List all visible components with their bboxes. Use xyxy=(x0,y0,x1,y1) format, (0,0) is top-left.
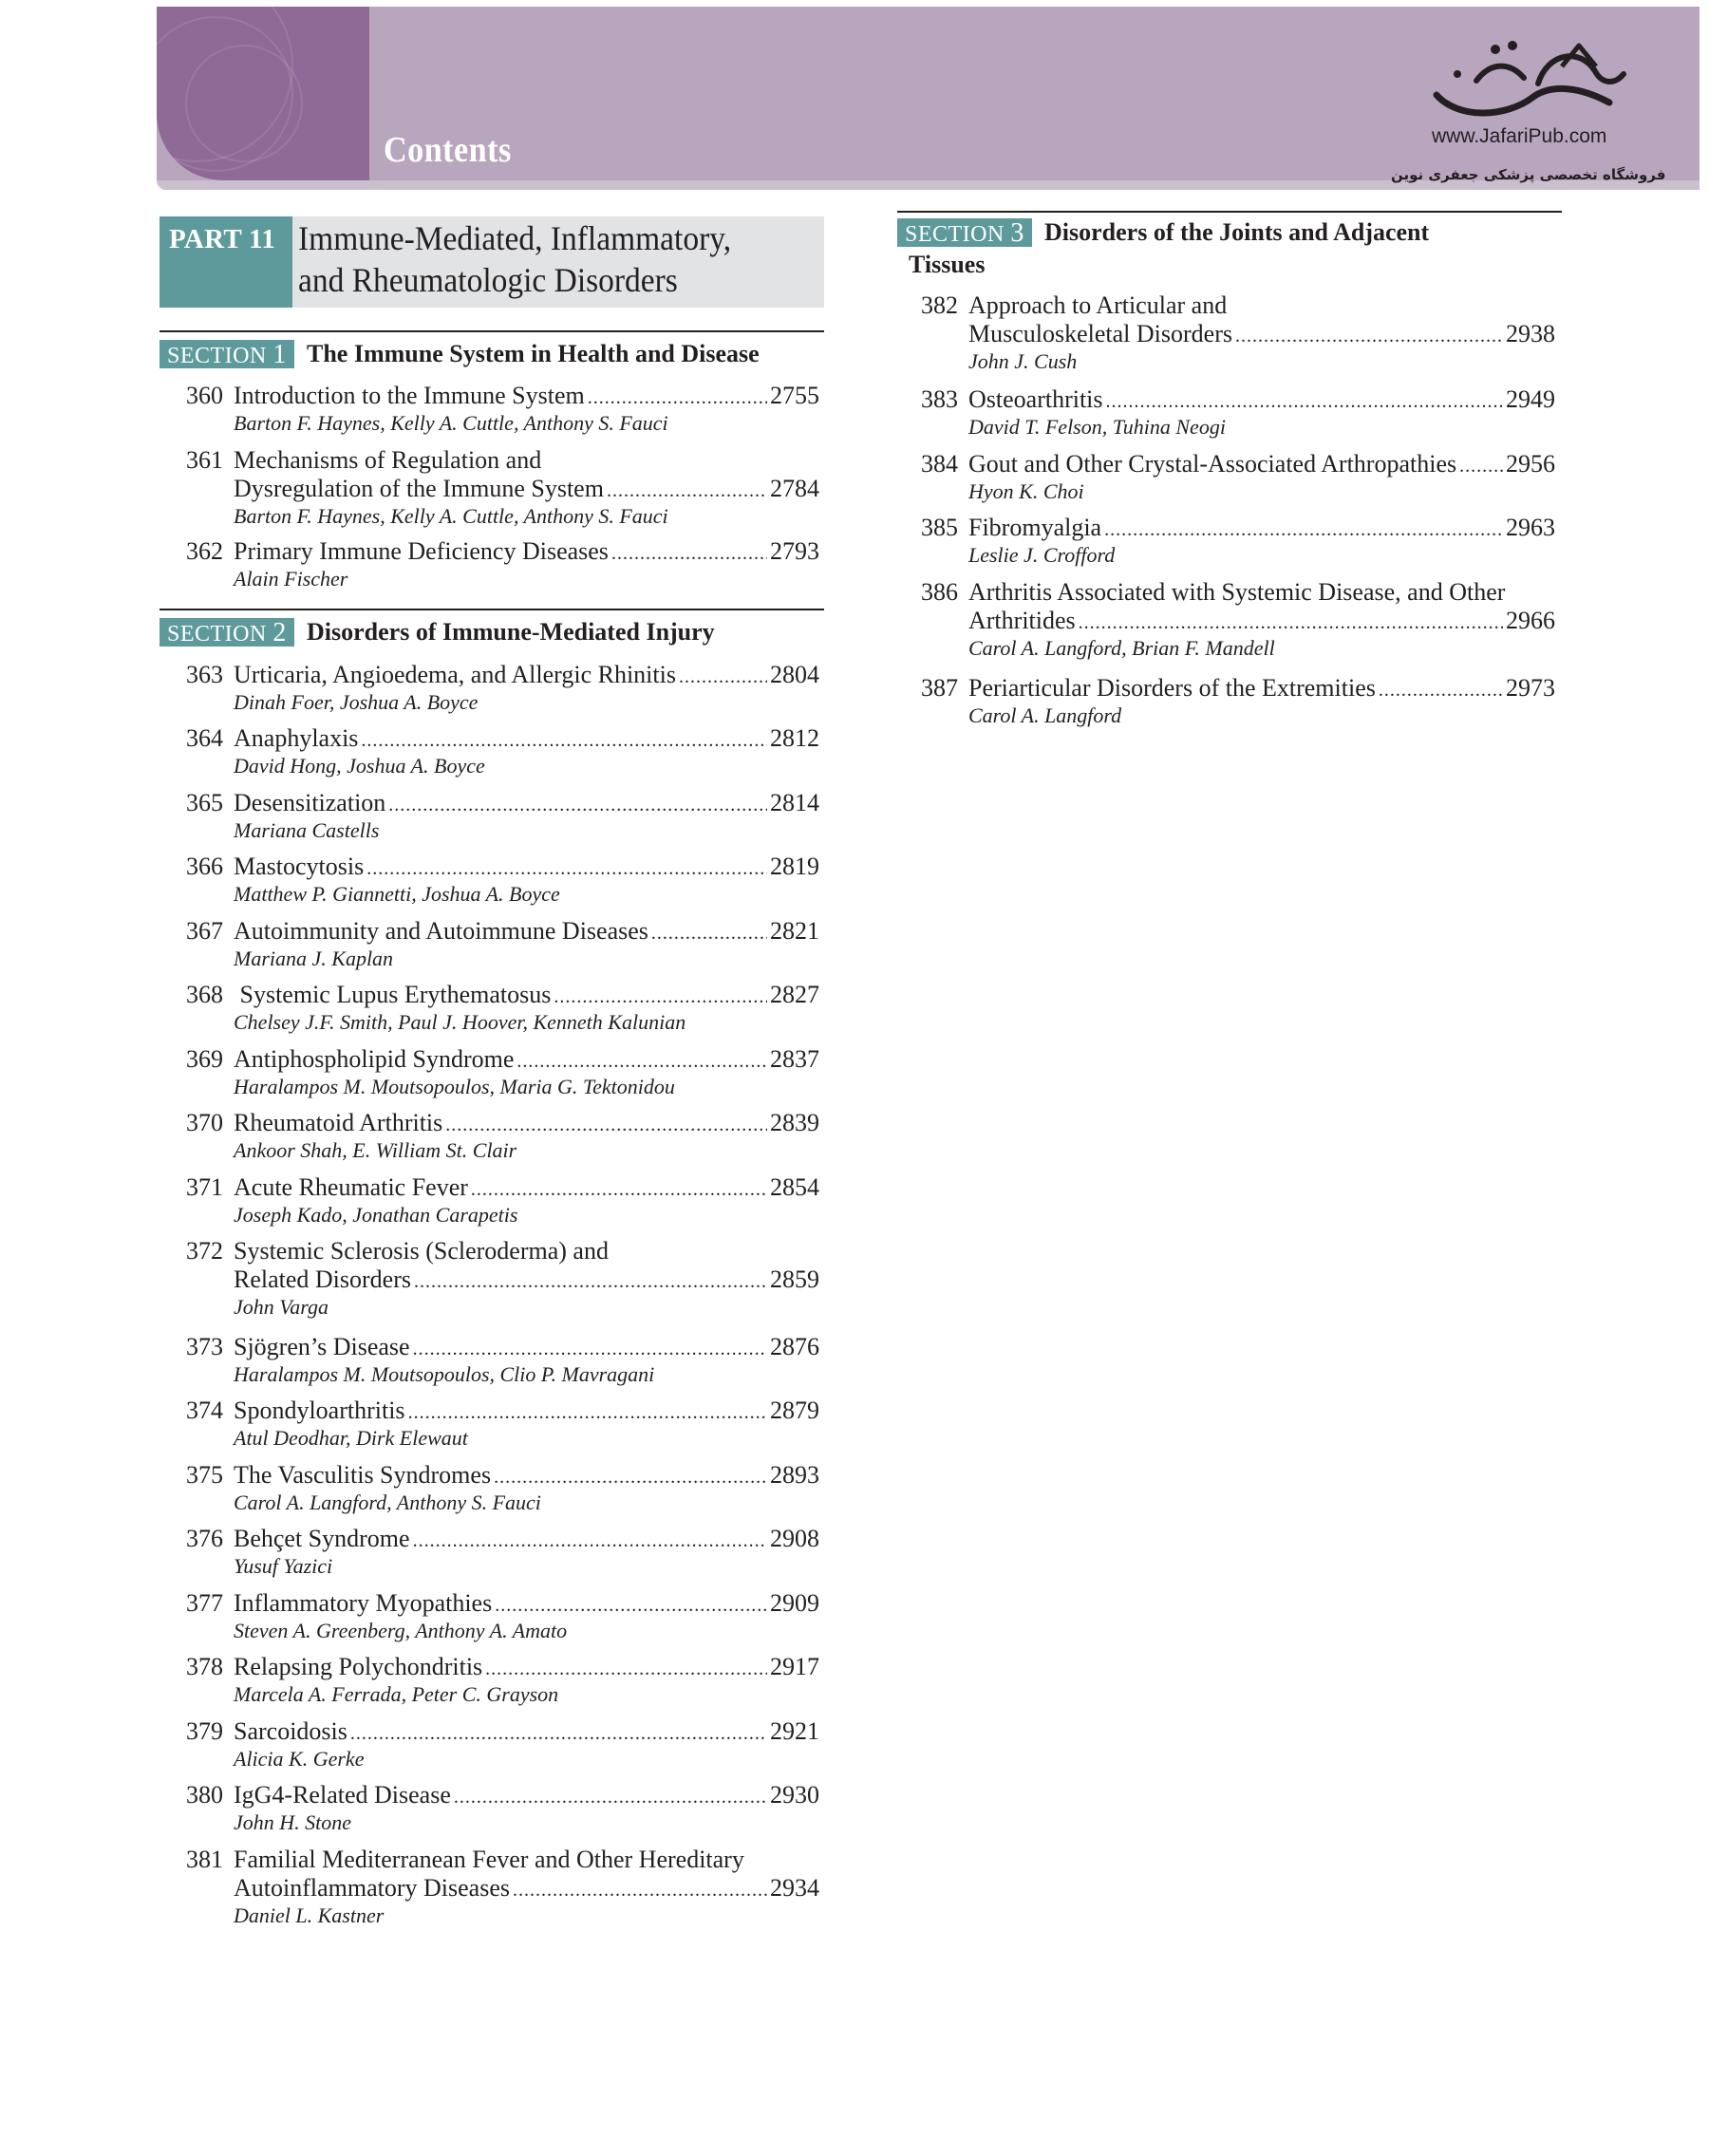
chapter-number: 375 xyxy=(186,1461,223,1489)
page-number: 2930 xyxy=(770,1781,819,1809)
page-number: 2949 xyxy=(1506,385,1555,413)
header-tab xyxy=(157,7,369,180)
chapter-title: Desensitization xyxy=(234,789,386,816)
page-number: 2908 xyxy=(770,1525,819,1552)
page-number: 2784 xyxy=(770,475,819,502)
chapter-title: Urticaria, Angioedema, and Allergic Rhinitis xyxy=(234,661,676,688)
dot-leader xyxy=(513,1874,767,1904)
publisher-url: www.JafariPub.com xyxy=(1432,125,1607,147)
chapter-authors: Carol A. Langford xyxy=(968,703,1122,727)
part-title: Immune-Mediated, Inflammatory, and Rheumatologic Disorders xyxy=(298,219,732,299)
dot-leader xyxy=(414,1265,767,1296)
dot-leader xyxy=(366,853,767,883)
page-number: 2893 xyxy=(770,1461,819,1489)
chapter-number: 382 xyxy=(921,291,958,319)
page-number: 2966 xyxy=(1506,607,1555,634)
toc-entry[interactable] xyxy=(921,385,1555,444)
chapter-authors: Steven A. Greenberg, Anthony A. Amato xyxy=(234,1619,568,1642)
page-number: 2938 xyxy=(1506,320,1555,347)
toc-entry[interactable] xyxy=(186,537,819,596)
chapter-authors: Ankoor Shah, E. William St. Clair xyxy=(234,1138,517,1162)
chapter-title: Anaphylaxis xyxy=(234,724,359,752)
chapter-number: 373 xyxy=(186,1333,223,1360)
page-number: 2917 xyxy=(770,1653,819,1680)
toc-entry[interactable] xyxy=(186,1781,819,1840)
dot-leader xyxy=(1459,450,1503,480)
page-number: 2879 xyxy=(770,1397,819,1424)
page-number: 2859 xyxy=(770,1265,819,1293)
chapter-authors: Mariana Castells xyxy=(234,818,380,842)
chapter-title: Approach to Articular and xyxy=(968,291,1228,319)
chapter-number: 367 xyxy=(186,917,223,945)
page-number: 2814 xyxy=(770,789,819,816)
chapter-number: 365 xyxy=(186,789,223,816)
dot-leader xyxy=(1379,674,1503,704)
chapter-authors: Carol A. Langford, Anthony S. Fauci xyxy=(234,1490,541,1514)
chapter-number: 381 xyxy=(186,1846,223,1873)
section-3-badge: SECTION 3 xyxy=(897,218,1032,247)
chapter-title: Systemic Sclerosis (Scleroderma) and xyxy=(234,1237,609,1265)
page-number: 2921 xyxy=(770,1717,819,1745)
dot-leader xyxy=(485,1653,767,1683)
chapter-title: Musculoskeletal Disorders xyxy=(968,320,1233,347)
page-number: 2963 xyxy=(1506,514,1555,541)
section-3-rule xyxy=(897,211,1562,213)
chapter-title: Behçet Syndrome xyxy=(234,1525,410,1552)
chapter-title: Familial Mediterranean Fever and Other Hereditary xyxy=(234,1846,744,1873)
chapter-authors: Haralampos M. Moutsopoulos, Maria G. Tektonidou xyxy=(234,1075,675,1098)
chapter-authors: Chelsey J.F. Smith, Paul J. Hoover, Kenneth Kalunian xyxy=(234,1010,686,1034)
chapter-number: 362 xyxy=(186,537,223,565)
page-number: 2827 xyxy=(770,981,819,1008)
section-1-badge: SECTION 1 xyxy=(160,340,294,368)
chapter-number: 360 xyxy=(186,382,223,409)
chapter-authors: John J. Cush xyxy=(968,349,1078,373)
chapter-authors: Barton F. Haynes, Kelly A. Cuttle, Anthony S. Fauci xyxy=(234,504,668,528)
toc-entry[interactable] xyxy=(186,1846,819,1933)
chapter-title: Autoinflammatory Diseases xyxy=(234,1874,510,1902)
chapter-authors: Atul Deodhar, Dirk Elewaut xyxy=(234,1426,468,1450)
toc-entry[interactable] xyxy=(186,724,819,783)
chapter-title: Dysregulation of the Immune System xyxy=(234,475,604,502)
dot-leader xyxy=(408,1397,767,1427)
chapter-title: Autoimmunity and Autoimmune Diseases xyxy=(234,917,648,945)
toc-entry[interactable] xyxy=(186,1237,819,1324)
dot-leader xyxy=(588,382,767,412)
chapter-number: 361 xyxy=(186,446,223,474)
dot-leader xyxy=(454,1781,767,1811)
chapter-title: The Vasculitis Syndromes xyxy=(234,1461,492,1489)
chapter-authors: John Varga xyxy=(234,1295,329,1319)
page-number: 2934 xyxy=(770,1874,819,1902)
chapter-title: Fibromyalgia xyxy=(968,514,1102,541)
dot-leader xyxy=(413,1525,767,1555)
page-number: 2755 xyxy=(770,382,819,409)
page-number: 2839 xyxy=(770,1109,819,1136)
chapter-authors: Alain Fischer xyxy=(234,567,348,591)
chapter-number: 370 xyxy=(186,1109,223,1136)
chapter-title: Gout and Other Crystal-Associated Arthropathies xyxy=(968,450,1457,478)
section-3-title-line-2: Tissues xyxy=(909,251,986,278)
page-title: Contents xyxy=(384,130,512,170)
chapter-authors: Haralampos M. Moutsopoulos, Clio P. Mavragani xyxy=(234,1362,655,1386)
chapter-title: Primary Immune Deficiency Diseases xyxy=(234,537,609,565)
chapter-title: Introduction to the Immune System xyxy=(234,382,585,409)
dot-leader xyxy=(471,1173,767,1204)
page-number: 2812 xyxy=(770,724,819,752)
chapter-title: IgG4-Related Disease xyxy=(234,1781,451,1809)
dot-leader xyxy=(361,724,767,755)
publisher-logo-icon xyxy=(1419,28,1638,133)
chapter-title: Rheumatoid Arthritis xyxy=(234,1109,443,1136)
chapter-number: 384 xyxy=(921,450,958,478)
toc-entry[interactable] xyxy=(186,446,819,534)
page-number: 2837 xyxy=(770,1045,819,1073)
chapter-number: 372 xyxy=(186,1237,223,1265)
dot-leader xyxy=(1104,514,1503,544)
chapter-authors: Dinah Foer, Joshua A. Boyce xyxy=(234,690,479,714)
chapter-title: Spondyloarthritis xyxy=(234,1397,405,1424)
publisher-shop-name: فروشگاه تخصصی پزشکی جعفری نوین xyxy=(1391,166,1666,183)
chapter-authors: David Hong, Joshua A. Boyce xyxy=(234,754,485,778)
dot-leader xyxy=(388,789,767,819)
page-number: 2956 xyxy=(1506,450,1555,478)
chapter-number: 363 xyxy=(186,661,223,688)
chapter-number: 377 xyxy=(186,1589,223,1617)
chapter-number: 374 xyxy=(186,1397,223,1424)
dot-leader xyxy=(413,1333,767,1363)
dot-leader xyxy=(1235,320,1503,350)
chapter-title: Relapsing Polychondritis xyxy=(234,1653,483,1680)
page-number: 2819 xyxy=(770,853,819,880)
page-number: 2804 xyxy=(770,661,819,688)
chapter-title: Mastocytosis xyxy=(234,853,365,880)
chapter-authors: Barton F. Haynes, Kelly A. Cuttle, Anthony S. Fauci xyxy=(234,411,668,435)
chapter-number: 366 xyxy=(186,853,223,880)
toc-entry[interactable] xyxy=(186,789,819,848)
chapter-number: 386 xyxy=(921,578,958,606)
toc-entry[interactable] xyxy=(186,1173,819,1232)
dot-leader xyxy=(1079,607,1503,637)
toc-entry[interactable] xyxy=(921,578,1555,666)
chapter-title: Arthritis Associated with Systemic Disease, and Other xyxy=(968,578,1506,606)
chapter-number: 364 xyxy=(186,724,223,752)
toc-entry[interactable] xyxy=(921,674,1555,733)
chapter-title: Sarcoidosis xyxy=(234,1717,347,1745)
dot-leader xyxy=(554,981,767,1011)
page-number: 2876 xyxy=(770,1333,819,1360)
chapter-authors: Carol A. Langford, Brian F. Mandell xyxy=(968,636,1275,660)
toc-entry[interactable] xyxy=(186,1589,819,1648)
page-number: 2793 xyxy=(770,537,819,565)
chapter-title: Arthritides xyxy=(968,607,1076,634)
chapter-number: 385 xyxy=(921,514,958,541)
page-number: 2973 xyxy=(1506,674,1555,702)
chapter-title: Inflammatory Myopathies xyxy=(234,1589,493,1617)
page-number: 2909 xyxy=(770,1589,819,1617)
chapter-title: Osteoarthritis xyxy=(968,385,1103,413)
chapter-authors: Daniel L. Kastner xyxy=(234,1903,385,1927)
chapter-title: Periarticular Disorders of the Extremities xyxy=(968,674,1376,702)
chapter-authors: John H. Stone xyxy=(234,1810,352,1834)
section-2-badge: SECTION 2 xyxy=(160,618,294,647)
chapter-number: 378 xyxy=(186,1653,223,1680)
chapter-title: Sjögren’s Disease xyxy=(234,1333,410,1360)
toc-entry[interactable] xyxy=(186,981,819,1040)
part-label: PART 11 xyxy=(160,216,292,308)
dot-leader xyxy=(679,661,767,691)
chapter-authors: Leslie J. Crofford xyxy=(968,543,1116,567)
section-1-title: The Immune System in Health and Disease xyxy=(307,340,760,367)
toc-entry[interactable] xyxy=(186,853,819,911)
chapter-title: Antiphospholipid Syndrome xyxy=(234,1045,515,1073)
toc-entry[interactable] xyxy=(186,382,819,441)
section-2-title: Disorders of Immune-Mediated Injury xyxy=(307,618,715,646)
chapter-number: 369 xyxy=(186,1045,223,1073)
toc-entry[interactable] xyxy=(186,661,819,720)
section-2-rule xyxy=(160,609,824,610)
toc-entry[interactable] xyxy=(921,291,1555,379)
dot-leader xyxy=(611,537,767,568)
dot-leader xyxy=(495,1589,767,1620)
chapter-authors: Yusuf Yazici xyxy=(234,1554,333,1578)
chapter-authors: Mariana J. Kaplan xyxy=(234,947,394,970)
section-3-title-line-1: Disorders of the Joints and Adjacent xyxy=(1044,218,1430,246)
dot-leader xyxy=(607,475,767,505)
toc-entry[interactable] xyxy=(921,514,1555,572)
dot-leader xyxy=(445,1109,767,1139)
chapter-authors: Marcela A. Ferrada, Peter C. Grayson xyxy=(234,1682,559,1706)
toc-entry[interactable] xyxy=(186,917,819,976)
page-number: 2821 xyxy=(770,917,819,945)
chapter-number: 379 xyxy=(186,1717,223,1745)
toc-entry[interactable] xyxy=(186,1333,819,1392)
dot-leader xyxy=(651,917,767,947)
chapter-authors: Hyon K. Choi xyxy=(968,479,1084,503)
page-number: 2854 xyxy=(770,1173,819,1201)
dot-leader xyxy=(1106,385,1503,416)
chapter-authors: Matthew P. Giannetti, Joshua A. Boyce xyxy=(234,882,560,906)
chapter-authors: Alicia K. Gerke xyxy=(234,1747,365,1771)
chapter-number: 383 xyxy=(921,385,958,413)
toc-entry[interactable] xyxy=(921,450,1555,509)
toc-entry[interactable] xyxy=(186,1397,819,1455)
dot-leader xyxy=(494,1461,767,1491)
chapter-title: Mechanisms of Regulation and xyxy=(234,446,542,474)
chapter-number: 380 xyxy=(186,1781,223,1809)
toc-entry[interactable] xyxy=(186,1717,819,1776)
chapter-number: 368 xyxy=(186,981,223,1008)
chapter-title: Related Disorders xyxy=(234,1265,412,1293)
chapter-number: 387 xyxy=(921,674,958,702)
section-1-rule xyxy=(160,330,824,332)
toc-entry[interactable] xyxy=(186,1525,819,1584)
dot-leader xyxy=(350,1717,767,1748)
toc-entry[interactable] xyxy=(186,1109,819,1168)
dot-leader xyxy=(516,1045,767,1076)
toc-entry[interactable] xyxy=(186,1653,819,1712)
toc-entry[interactable] xyxy=(186,1045,819,1104)
toc-entry[interactable] xyxy=(186,1461,819,1520)
chapter-title: Acute Rheumatic Fever xyxy=(234,1173,468,1201)
chapter-number: 371 xyxy=(186,1173,223,1201)
chapter-authors: David T. Felson, Tuhina Neogi xyxy=(968,415,1226,439)
chapter-number: 376 xyxy=(186,1525,223,1552)
chapter-authors: Joseph Kado, Jonathan Carapetis xyxy=(234,1203,518,1227)
chapter-title: Systemic Lupus Erythematosus xyxy=(234,981,552,1008)
